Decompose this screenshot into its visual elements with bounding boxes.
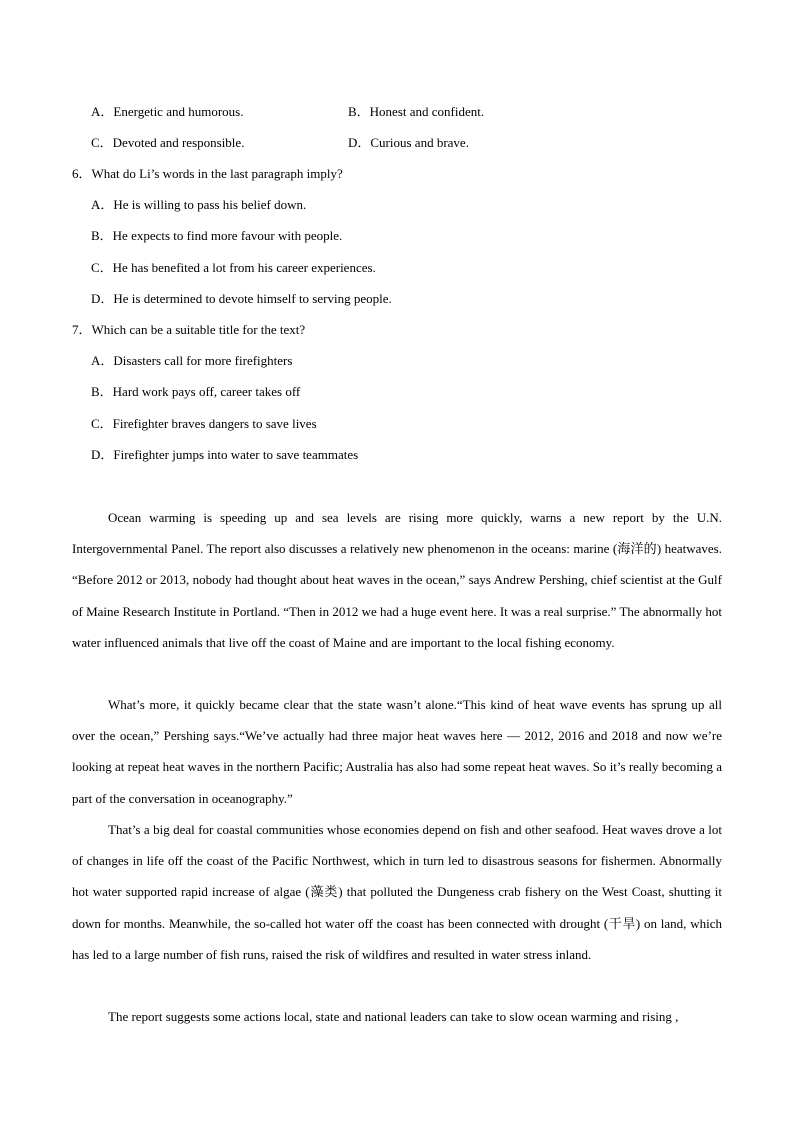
q6-option-b: B．He expects to find more favour with people. — [91, 228, 343, 243]
q5-option-c: C．Devoted and responsible. — [91, 135, 245, 150]
q7-option-b: B．Hard work pays off, career takes off — [91, 384, 301, 399]
q5-option-b: B．Honest and confident. — [348, 104, 485, 119]
q6-option-a: A．He is willing to pass his belief down. — [91, 197, 307, 212]
q6-stem: 6．What do Li’s words in the last paragraph imply? — [72, 166, 343, 181]
passage-paragraph-2: What’s more, it quickly became clear that the state wasn’t alone.“This kind of heat wave events has sprung up all over the ocean,” Pershing says.“We’ve actually had three major heat waves here — 2012, 2016 and 2018 and now we’re looking at repeat heat waves in the northern Pacific; Australia has also had some repeat heat waves. So it’s really becoming a part of the conversation in oceanography.” — [72, 697, 722, 806]
passage-paragraph-3: That’s a big deal for coastal communities whose economies depend on fish and other seafood. Heat waves drove a lot of changes in life off the coast of the Pacific Northwest, which in turn led to disastrous seasons for fishermen. Abnormally hot water supported rapid increase of algae (藻类) that polluted the Dungeness crab fishery on the West Coast, shutting it down for months. Meanwhile, the so-called hot water off the coast has been connected with drought (干旱) on land, which has led to a large number of fish runs, raised the risk of wildfires and resulted in water stress inland. — [72, 822, 722, 962]
passage-paragraph-4: The report suggests some actions local, state and national leaders can take to slow ocean warming and rising , — [108, 1009, 679, 1024]
q7-stem: 7．Which can be a suitable title for the text? — [72, 322, 306, 337]
q7-option-c: C．Firefighter braves dangers to save lives — [91, 416, 317, 431]
q5-option-a: A．Energetic and humorous. — [91, 104, 244, 119]
q7-option-d: D．Firefighter jumps into water to save teammates — [91, 447, 359, 462]
q6-option-c: C．He has benefited a lot from his career experiences. — [91, 260, 376, 275]
passage-paragraph-1: Ocean warming is speeding up and sea levels are rising more quickly, warns a new report by the U.N. Intergovernmental Panel. The report also discusses a relatively new phenomenon in the oceans: marine (海洋的) heatwaves. “Before 2012 or 2013, nobody had thought about heat waves in the ocean,” says Andrew Pershing, chief scientist at the Gulf of Maine Research Institute in Portland. “Then in 2012 we had a huge event here. It was a real surprise.” The abnormally hot water influenced animals that live off the coast of Maine and are important to the local fishing economy. — [72, 510, 722, 650]
q6-option-d: D．He is determined to devote himself to serving people. — [91, 291, 392, 306]
q7-option-a: A．Disasters call for more firefighters — [91, 353, 293, 368]
q5-option-d: D．Curious and brave. — [348, 135, 469, 150]
